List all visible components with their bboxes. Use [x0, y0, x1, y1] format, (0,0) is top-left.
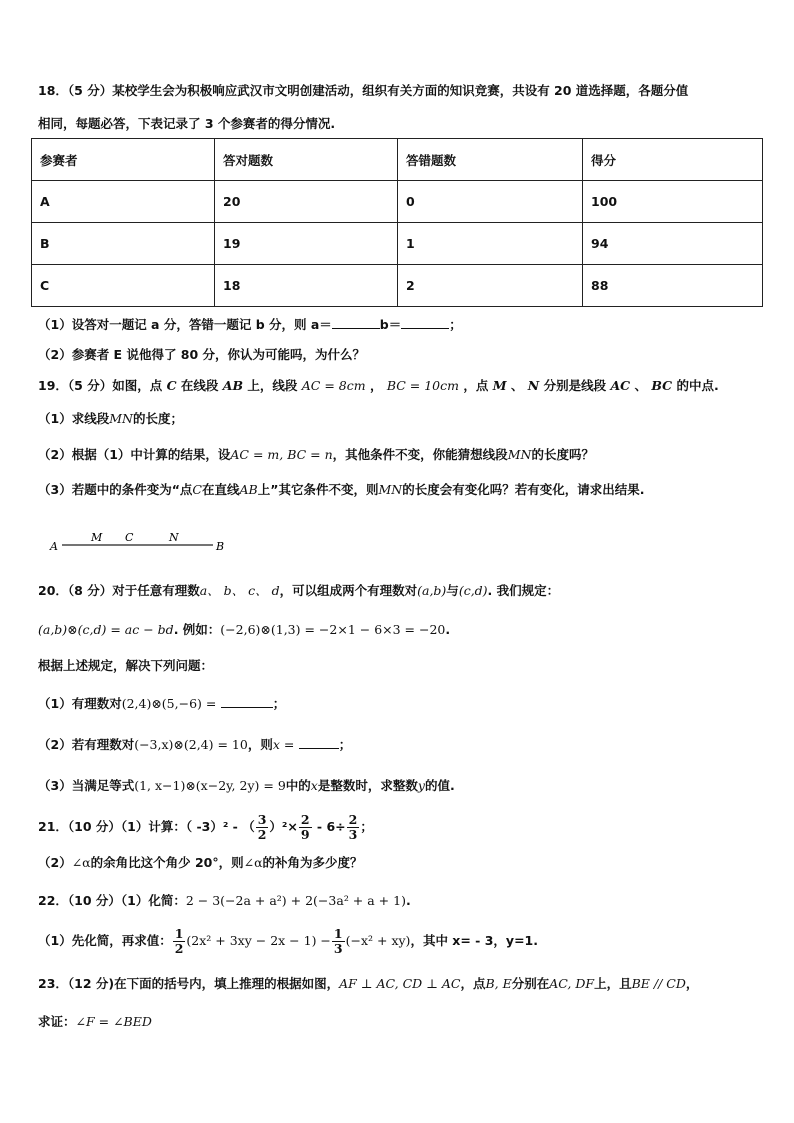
q20-sub2	[38, 736, 351, 754]
math: x =	[272, 737, 295, 752]
text: - 6÷	[312, 819, 346, 834]
text: （2）根据（1）中计算的结果，设	[38, 447, 231, 462]
table-cell: 20	[215, 181, 398, 223]
math: (1, x−1)⊗(x−2y, 2y) = 9	[134, 778, 286, 793]
text: 、	[634, 378, 647, 393]
table-cell: 94	[583, 223, 763, 265]
text: （3）当满足等式	[38, 778, 135, 793]
table-header-cell: 答对题数	[215, 139, 398, 181]
q18-sub1	[38, 316, 462, 334]
math: BC	[651, 378, 673, 393]
text: 21．（10 分）（1）计算：（ -3）² - （	[38, 819, 255, 834]
math: BC = 10cm	[386, 378, 459, 393]
q20-instruction: 根据上述规定，解决下列问题：	[38, 658, 214, 673]
table-row	[32, 265, 763, 307]
text: ，则	[247, 737, 273, 752]
math: AC, DF	[549, 976, 595, 991]
text: 的长度会有变化吗？若有变化，请求出结果.	[402, 482, 645, 497]
text: 是整数时，求整数	[317, 778, 418, 793]
text: （1）有理数对	[38, 696, 122, 711]
text: 的余角比这个角少 20°，则	[90, 855, 244, 870]
math: C	[192, 482, 202, 497]
text: ，其他条件不变，你能猜想线段	[332, 447, 508, 462]
q18-sub1-end: ；	[449, 317, 462, 332]
point-label-c: C	[125, 531, 134, 544]
point-label-b: B	[216, 540, 225, 553]
math: ∠α	[243, 855, 263, 870]
table-header-row	[32, 139, 763, 181]
text: 中的	[285, 778, 311, 793]
math: AC = m, BC = n	[230, 447, 333, 462]
math: MN	[507, 447, 532, 462]
text: 19．（5 分）如图，点	[38, 378, 163, 393]
table-cell: C	[32, 265, 215, 307]
math: C	[166, 378, 177, 393]
text: 的长度吗？	[531, 447, 594, 462]
fraction	[173, 927, 186, 956]
math: (−3,x)⊗(2,4) = 10	[134, 737, 248, 752]
q20-sub3	[38, 777, 455, 795]
math: (2x² + 3xy − 2x − 1) −	[186, 933, 331, 948]
text: （1）求线段	[38, 411, 110, 426]
text: ，	[685, 976, 699, 991]
text: ，点	[463, 378, 489, 393]
fraction-denominator: 2	[257, 827, 267, 842]
text: ，	[369, 378, 383, 393]
text: 在直线	[202, 482, 240, 497]
answer-blank	[221, 695, 273, 708]
text: 分别是线段	[543, 378, 607, 393]
table-header-cell: 得分	[583, 139, 763, 181]
math: AF ⊥ AC, CD ⊥ AC	[339, 976, 461, 991]
point-label-n: N	[169, 531, 179, 544]
math: N	[527, 378, 540, 393]
q18-sub1-text: （1）设答对一题记 a 分，答错一题记 b 分，则 a＝	[38, 317, 332, 332]
table-cell: 18	[215, 265, 398, 307]
q20-sub1	[38, 695, 285, 713]
text: ；	[272, 696, 286, 711]
table-cell: 2	[398, 265, 583, 307]
text: ）²×	[269, 819, 298, 834]
q19-sub3	[38, 481, 644, 499]
q19-sub2	[38, 446, 594, 464]
q18-stem-line1: 18．（5 分）某校学生会为积极响应武汉市文明创建活动，组织有关方面的知识竞赛，共设有 20 道选择题，各题分值	[38, 83, 689, 98]
text: 的中点.	[676, 378, 719, 393]
q18-sub1-mid: b＝	[379, 317, 402, 332]
text: 的补角为多少度？	[262, 855, 363, 870]
fraction	[256, 813, 269, 842]
math: ∠α	[71, 855, 91, 870]
fraction-numerator: 2	[300, 812, 310, 827]
math: (c,d)	[458, 583, 488, 598]
math: AC = 8cm	[301, 378, 366, 393]
table-cell: 0	[398, 181, 583, 223]
q22-stem	[38, 892, 411, 910]
text: 上，线段	[247, 378, 298, 393]
point-label-m: M	[91, 531, 103, 544]
table-row	[32, 223, 763, 265]
fraction	[332, 927, 345, 956]
q21-stem	[38, 812, 373, 842]
text: 20．（8 分）对于任意有理数	[38, 583, 200, 598]
math: a、 b、 c、 d	[199, 583, 280, 598]
table-cell: A	[32, 181, 215, 223]
text: . 我们规定：	[487, 583, 560, 598]
math: (−2,6)⊗(1,3) = −2×1 − 6×3 = −20	[220, 622, 446, 637]
q20-definition	[38, 621, 450, 639]
text: ，可以组成两个有理数对	[279, 583, 418, 598]
score-table	[31, 138, 763, 307]
math: MN	[378, 482, 403, 497]
math: ∠F = ∠BED	[75, 1014, 152, 1029]
math: (a,b)⊗(c,d) = ac − bd	[38, 622, 174, 637]
math: BE // CD	[631, 976, 686, 991]
fraction-numerator: 1	[174, 926, 184, 941]
text: （2）	[38, 855, 72, 870]
text: （1）先化简，再求值：	[38, 933, 172, 948]
text: ；	[338, 737, 352, 752]
table-cell: 1	[398, 223, 583, 265]
table-row	[32, 181, 763, 223]
text: . 例如：	[173, 622, 221, 637]
text: 22．（10 分）（1）化简：	[38, 893, 186, 908]
math: 2 − 3(−2a + a²) + 2(−3a² + a + 1)	[185, 893, 406, 908]
text: 与	[446, 583, 459, 598]
fraction-numerator: 1	[333, 926, 343, 941]
q23-stem	[38, 975, 698, 993]
fraction-numerator: 2	[348, 812, 358, 827]
text: （3）若题中的条件变为“点	[38, 482, 193, 497]
q18-sub2: （2）参赛者 E 说他得了 80 分，你认为可能吗，为什么？	[38, 347, 366, 362]
text: 的值.	[424, 778, 455, 793]
fraction-numerator: 3	[257, 812, 267, 827]
table-cell: 19	[215, 223, 398, 265]
answer-blank	[299, 736, 339, 749]
fraction-denominator: 2	[174, 941, 184, 956]
table-cell: 88	[583, 265, 763, 307]
segment-figure	[48, 526, 238, 556]
text: ，其中 x= - 3，y=1.	[410, 933, 538, 948]
math: (2,4)⊗(5,−6) =	[121, 696, 217, 711]
fraction-denominator: 3	[348, 827, 358, 842]
q22-sub2	[38, 925, 538, 957]
q23-prove	[38, 1013, 152, 1031]
math: AC	[610, 378, 631, 393]
text: 23．（12 分)在下面的括号内，填上推理的根据如图，	[38, 976, 340, 991]
fraction	[299, 813, 312, 842]
text: 求证：	[38, 1014, 76, 1029]
text: .	[445, 622, 451, 637]
text: 上”其它条件不变，则	[257, 482, 379, 497]
q19-sub1	[38, 410, 183, 428]
fraction-denominator: 3	[333, 941, 343, 956]
math: (−x² + xy)	[345, 933, 411, 948]
q20-stem	[38, 582, 559, 600]
math: M	[492, 378, 507, 393]
text: ，点	[460, 976, 486, 991]
fraction	[347, 813, 360, 842]
text: 在线段	[180, 378, 219, 393]
math: AB	[222, 378, 244, 393]
math: (a,b)	[417, 583, 447, 598]
point-label-a: A	[50, 540, 58, 553]
math: x	[310, 778, 318, 793]
table-cell: B	[32, 223, 215, 265]
math: MN	[109, 411, 133, 426]
text: 的长度；	[132, 411, 183, 426]
fraction-denominator: 9	[300, 827, 310, 842]
q21-sub2	[38, 854, 363, 872]
math: B, E	[485, 976, 512, 991]
text: 分别在	[511, 976, 550, 991]
table-header-cell: 参赛者	[32, 139, 215, 181]
text: 上，且	[594, 976, 632, 991]
table-cell: 100	[583, 181, 763, 223]
answer-blank-a	[332, 316, 380, 329]
math: AB	[239, 482, 258, 497]
text: ；	[360, 819, 373, 834]
q18-stem-line2: 相同，每题必答，下表记录了 3 个参赛者的得分情况.	[38, 116, 336, 131]
text: （2）若有理数对	[38, 737, 135, 752]
q19-stem	[38, 377, 719, 395]
text: .	[405, 893, 411, 908]
answer-blank-b	[401, 316, 449, 329]
table-header-cell: 答错题数	[398, 139, 583, 181]
math: y	[417, 778, 425, 793]
text: 、	[510, 378, 524, 393]
